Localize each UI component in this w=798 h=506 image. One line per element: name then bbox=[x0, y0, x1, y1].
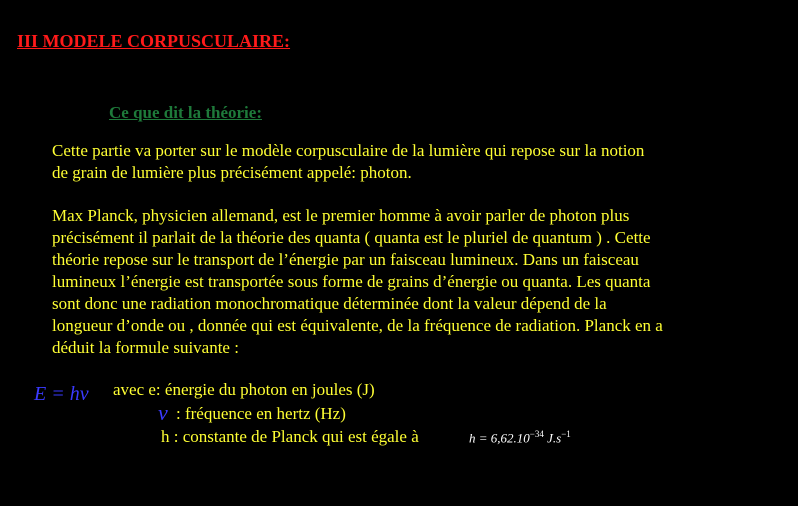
planck-line: précisément il parlait de la théorie des quanta ( quanta est le pluriel de quantum ) . Cette bbox=[52, 228, 651, 247]
planck-constant-value bbox=[469, 429, 571, 446]
frequency-definition: : fréquence en hertz (Hz) bbox=[176, 404, 346, 423]
nu-symbol: ν bbox=[158, 400, 168, 425]
planck-paragraph bbox=[52, 205, 782, 359]
planck-constant-unit-exponent: −1 bbox=[561, 429, 571, 439]
planck-constant-unit: J.s bbox=[543, 430, 562, 446]
intro-line: de grain de lumière plus précisément appelé: photon. bbox=[52, 163, 412, 182]
intro-line: Cette partie va porter sur le modèle corpusculaire de la lumière qui repose sur la notion bbox=[52, 141, 645, 160]
planck-line: sont donc une radiation monochromatique déterminée dont la valeur dépend de la bbox=[52, 294, 607, 313]
intro-paragraph bbox=[52, 140, 782, 184]
planck-line: longueur d’onde ou , donnée qui est équivalente, de la fréquence de radiation. Planck en a bbox=[52, 316, 663, 335]
avec-definition: avec e: énergie du photon en joules (J) bbox=[113, 380, 375, 399]
planck-line: lumineux l’énergie est transportée sous forme de grains d’énergie ou quanta. Les quanta bbox=[52, 272, 651, 291]
planck-line: déduit la formule suivante : bbox=[52, 338, 239, 357]
planck-line: théorie repose sur le transport de l’énergie par un faisceau lumineux. Dans un faisceau bbox=[52, 250, 639, 269]
planck-constant-exponent: −34 bbox=[529, 429, 544, 439]
planck-constant-prefix: h = 6,62.10 bbox=[469, 430, 530, 446]
sub-heading: Ce que dit la théorie: bbox=[109, 103, 262, 122]
planck-constant-definition: h : constante de Planck qui est égale à bbox=[161, 427, 419, 446]
planck-line: Max Planck, physicien allemand, est le premier homme à avoir parler de photon plus bbox=[52, 206, 630, 225]
energy-formula: E = hν bbox=[34, 383, 89, 405]
section-heading: III MODELE CORPUSCULAIRE: bbox=[17, 31, 291, 51]
